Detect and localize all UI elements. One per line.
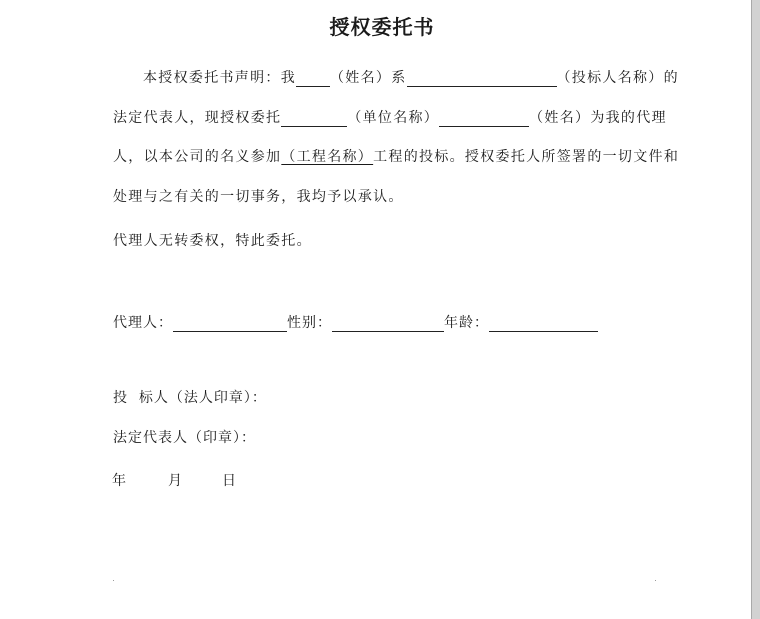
project-name-label: （工程名称） [281,149,374,165]
agent-name-label: （姓名）为我的代理 [529,110,667,126]
date-year-label: 年 [112,473,126,489]
paragraph-line-2 [113,108,667,128]
no-subdelegation-statement: 代理人无转委权，特此委托。 [113,233,312,249]
age-label: 年龄： [444,315,489,331]
date-day-label: 日 [222,473,236,489]
date-month-label: 月 [168,473,182,489]
agent-name-blank [439,108,529,127]
agent-blank [173,313,287,332]
bidder-name-blank [407,68,557,87]
paragraph-line-1 [143,68,679,88]
name-label: （姓名）系 [330,70,407,86]
unit-name-blank [281,108,347,127]
document-title: 授权委托书 [329,15,435,39]
bidder-seal-label: 投 标人（法人印章）： [113,390,267,406]
bidding-text: 工程的投标。授权委托人所签署的一切文件和 [373,149,680,165]
name-blank [296,68,330,87]
vertical-scrollbar[interactable] [751,0,760,619]
bidder-name-label: （投标人名称）的 [556,70,679,86]
gender-blank [332,313,444,332]
age-blank [489,313,598,332]
paragraph-line-4: 处理与之有关的一切事务，我均予以承认。 [113,189,404,205]
declaration-text: 本授权委托书声明：我 [143,70,296,86]
unit-name-label: （单位名称） [347,110,440,126]
paragraph-line-3 [113,147,679,167]
legal-rep-text: 法定代表人，现授权委托 [113,110,282,126]
page-corner-mark-right [655,580,656,581]
agent-label: 代理人： [113,315,173,331]
gender-label: 性别： [287,315,332,331]
legal-rep-seal-label: 法定代表人（印章）： [113,430,256,446]
page-corner-mark-left [113,580,114,581]
agent-info-line [113,313,598,333]
participation-text: 人，以本公司的名义参加 [113,149,282,165]
